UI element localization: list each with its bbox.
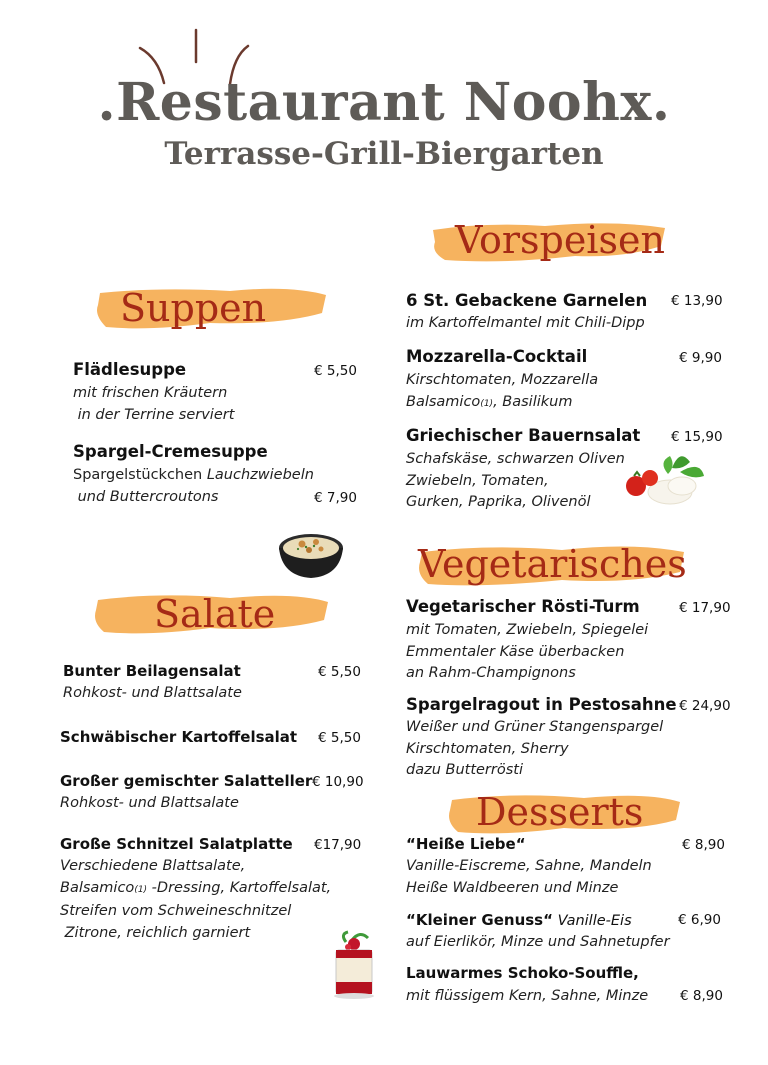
section-title-vegetarisches: Vegetarisches <box>418 542 687 586</box>
menu-item-description: Rohkost- und Blattsalate <box>63 685 242 701</box>
menu-item-description: mit Tomaten, Zwiebeln, Spiegelei Emmentaler Käse überbacken an Rahm-Champignons <box>406 622 649 681</box>
menu-item-name: “Kleiner Genuss“ <box>406 911 553 929</box>
menu-item-name: Vegetarischer Rösti-Turm <box>406 597 640 616</box>
menu-item-price: € 24,90 <box>679 698 731 714</box>
menu-item-description: mit flüssigem Kern, Sahne, Minze <box>406 988 649 1004</box>
menu-item-name: Großer gemischter Salatteller <box>60 772 313 790</box>
menu-item-price: € 8,90 <box>680 988 723 1004</box>
soup-bowl-image <box>276 524 346 580</box>
menu-item-name: Große Schnitzel Salatplatte <box>60 835 293 853</box>
menu-item-description: im Kartoffelmantel mit Chili-Dipp <box>406 315 645 331</box>
caprese-salad-image <box>620 448 706 514</box>
menu-item-description: Weißer und Grüner Stangenspargel Kirschtomaten, Sherry dazu Butterrösti <box>406 719 664 778</box>
menu-item-price: €17,90 <box>314 837 362 853</box>
menu-item-name: Lauwarmes Schoko-Souffle, <box>406 964 639 982</box>
section-title-salate: Salate <box>154 592 276 636</box>
restaurant-subtitle: Terrasse-Grill-Biergarten <box>164 136 604 172</box>
menu-item-description: Spargelstückchen Lauchzwiebeln und Buttercroutons <box>73 467 314 505</box>
menu-item-name: Flädlesuppe <box>73 360 187 379</box>
menu-item-price: € 5,50 <box>314 363 357 379</box>
menu-item-price: € 9,90 <box>679 350 722 366</box>
menu-item-name: Bunter Beilagensalat <box>63 662 241 680</box>
menu-item-price: € 5,50 <box>318 664 361 680</box>
menu-item-name: 6 St. Gebackene Garnelen <box>406 291 648 310</box>
menu-item-price: € 15,90 <box>671 429 723 445</box>
menu-item-price: € 10,90 <box>312 774 364 790</box>
menu-item-price: € 7,90 <box>314 490 357 506</box>
menu-item-description: auf Eierlikör, Minze und Sahnetupfer <box>406 934 670 950</box>
menu-item-name: Spargel-Cremesuppe <box>73 442 268 461</box>
menu-item-price: € 8,90 <box>682 837 725 853</box>
menu-item-description: Rohkost- und Blattsalate <box>60 795 239 811</box>
menu-item-description: Kirschtomaten, Mozzarella Balsamico(1), Basilikum <box>406 372 599 410</box>
menu-item-price: € 13,90 <box>671 293 723 309</box>
menu-item-price: € 17,90 <box>679 600 731 616</box>
restaurant-title: .Restaurant Noohx. <box>97 72 671 133</box>
section-title-vorspeisen: Vorspeisen <box>455 218 665 262</box>
menu-item-description: Schafskäse, schwarzen Oliven Zwiebeln, Tomaten, Gurken, Paprika, Olivenöl <box>406 451 625 510</box>
menu-item-name: Griechischer Bauernsalat <box>406 426 641 445</box>
menu-item-name: Spargelragout in Pestosahne <box>406 695 677 714</box>
menu-item-description: Vanille-Eiscreme, Sahne, Mandeln Heiße Waldbeeren und Minze <box>406 858 652 896</box>
menu-item-name: Schwäbischer Kartoffelsalat <box>60 728 298 746</box>
menu-item-description: mit frischen Kräutern in der Terrine serviert <box>73 385 235 423</box>
menu-item-name: “Heiße Liebe“ <box>406 835 526 853</box>
menu-item-price: € 6,90 <box>678 912 721 928</box>
menu-item-price: € 5,50 <box>318 730 361 746</box>
menu-item-name: Mozzarella-Cocktail <box>406 347 588 366</box>
section-title-suppen: Suppen <box>120 286 267 330</box>
menu-item-description: Vanille-Eis <box>552 913 632 929</box>
section-title-desserts: Desserts <box>476 790 644 834</box>
menu-item-line <box>406 910 632 929</box>
menu-item-description: Verschiedene Blattsalate, Balsamico(1) -Dressing, Kartoffelsalat, Streifen vom Schweineschnitzel Zitrone, reichlich garniert <box>60 858 332 941</box>
berry-dessert-glass-image <box>330 928 378 1002</box>
